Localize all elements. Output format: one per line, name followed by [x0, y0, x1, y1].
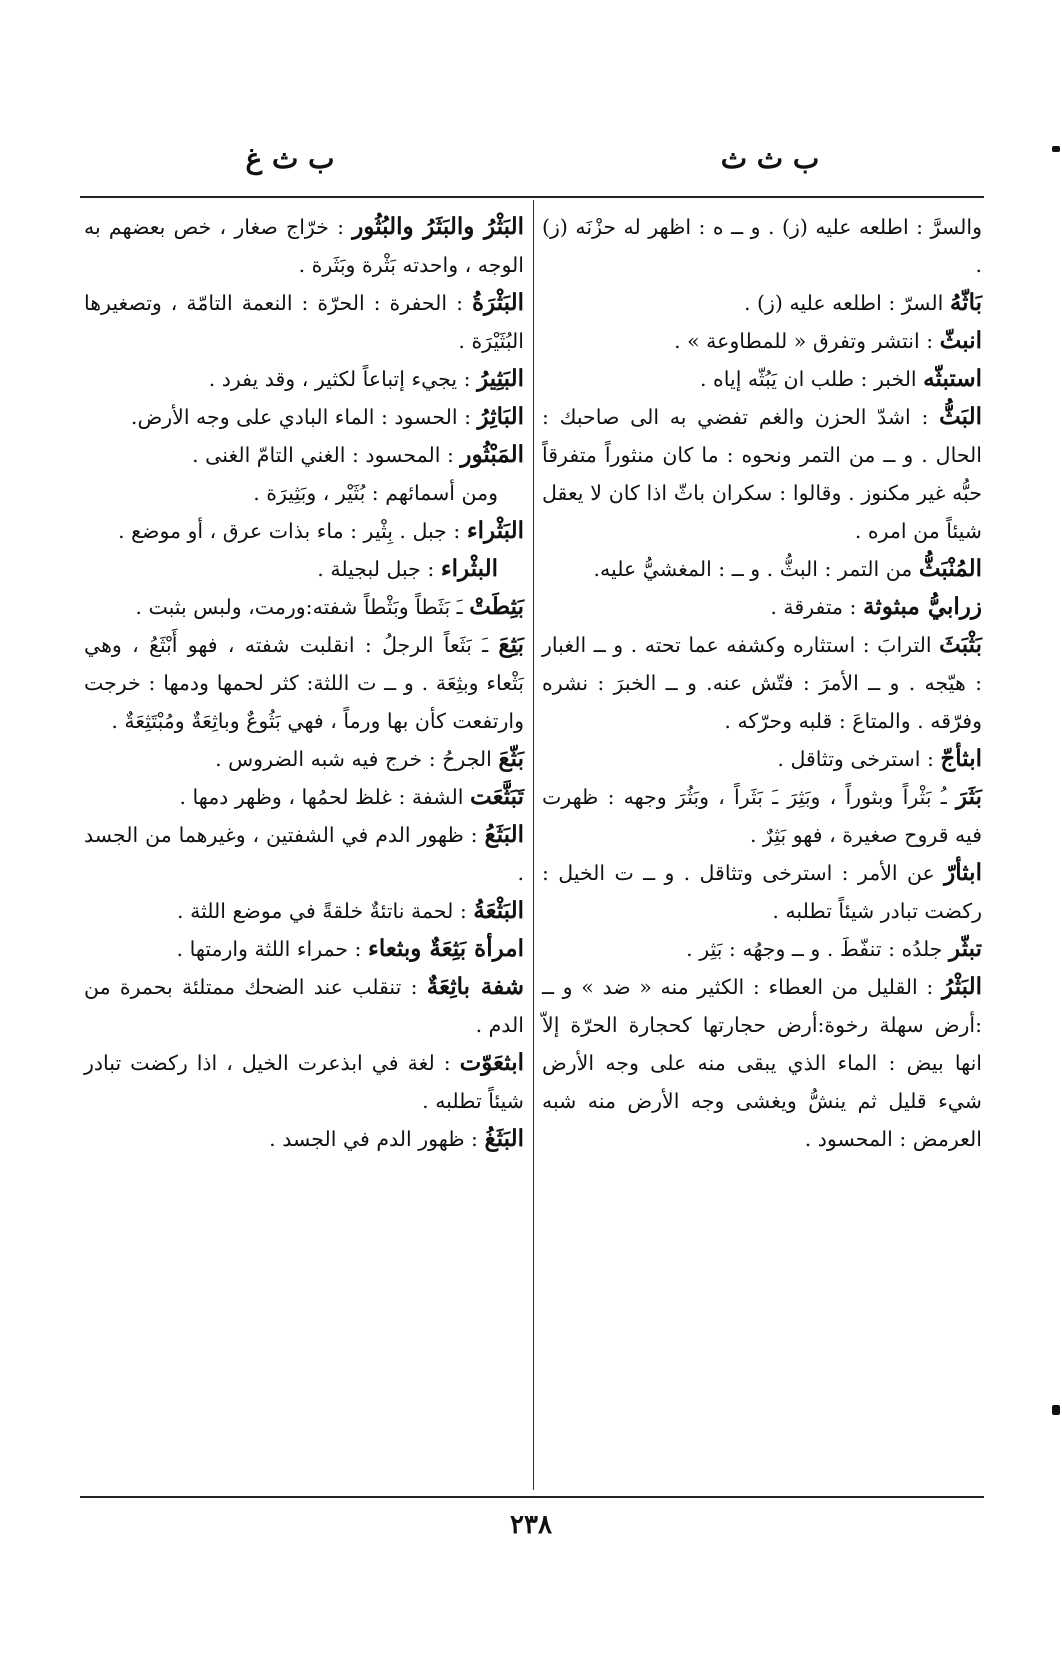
entry-definition: : القليل من العطاء : الكثير منه « ضد » و ــ :أرض سهلة رخوة:أرض حجارتها كحجارة الحرّة إلاّ انها بيض : الماء الذي يبقى منه على وجه الأرض شيء قليل ثم ينشُّ ويغشى وجه الأرض منه شبه العرمض : المحسود .	[542, 975, 982, 1151]
dictionary-entry	[84, 550, 524, 588]
dictionary-entry	[84, 436, 524, 474]
dictionary-entry	[84, 512, 524, 550]
entry-definition: الترابَ : استثاره وكشفه عما تحته . و ــ الغبار : هيّجه . و ــ الأمرَ : فتّش عنه. و ــ الخبرَ : نشره وفرّقه . والمتاعَ : قلبه وحرّكه .	[542, 633, 982, 733]
scan-edge-mark	[1052, 146, 1060, 152]
entry-definition: من التمر : البثُّ . و ــ : المغشيُّ عليه.	[593, 557, 913, 581]
entry-definition: : جبل لبجيلة .	[317, 557, 435, 581]
entry-headword: البَثْرَةُ	[471, 289, 524, 316]
entry-headword: البَثَعُ	[484, 821, 524, 848]
entry-headword: البَثْرُ	[942, 973, 982, 1000]
dictionary-entry	[84, 1044, 524, 1120]
entry-headword: استبثّه	[923, 365, 982, 392]
dictionary-entry	[542, 588, 982, 626]
entry-definition: : متفرقة .	[770, 595, 857, 619]
left-column-title: ب ث غ	[245, 142, 335, 175]
dictionary-entry	[542, 778, 982, 854]
entry-definition: : انتشر وتفرق « للمطاوعة » .	[674, 329, 934, 353]
entry-definition: : يجيء إتباعاً لكثير ، وقد يفرد .	[208, 367, 471, 391]
dictionary-entry	[542, 854, 982, 930]
entry-definition: ـَ بَثَطاً وبَثْطاً شفته:ورمت، ولبس بثبت .	[135, 595, 463, 619]
dictionary-entry	[542, 550, 982, 588]
entry-headword: بَاثّهُ	[949, 289, 982, 316]
entry-definition: والسرَّ : اطلعه عليه (ز) . و ــ ه : اظهر له حزْنَه (ز) .	[542, 215, 982, 277]
entry-headword: بَثّعَ	[498, 745, 524, 772]
entry-definition: : المحسود : الغني التامّ الغنى .	[192, 443, 454, 467]
dictionary-entry	[542, 360, 982, 398]
entry-headword: بَثْبَثَ	[939, 631, 982, 658]
dictionary-entry	[542, 208, 982, 284]
entry-definition: : اشدّ الحزن والغم تفضي به الى صاحبك : الحال . و ــ من التمر ونحوه : ما كان منثوراً متفرقاً حبُّه غير مكنوز . وقالوا : سكران باثّ اذا كان لا يعقل شيئاً من امره .	[542, 405, 982, 543]
entry-definition: : حمراء اللثة وارمتها .	[176, 937, 362, 961]
entry-headword: ابثأجّ	[940, 745, 982, 772]
entry-definition: : الحسود : الماء البادي على وجه الأرض.	[130, 405, 472, 429]
entry-headword: البَثْراء	[466, 517, 524, 544]
dictionary-entry	[542, 968, 982, 1158]
dictionary-entry	[542, 930, 982, 968]
column-divider	[533, 200, 534, 1490]
left-column	[84, 208, 524, 1158]
page-header	[80, 142, 980, 192]
entry-definition: ـُ بَثْراً وبثوراً ، وبَثِرَ ـَ بَثَراً ، وبَثُرَ وجهه : ظهرت فيه قروح صغيرة ، فهو بَثِرٌ .	[542, 785, 982, 847]
dictionary-entry	[84, 360, 524, 398]
entry-headword: تَبَثَّعَت	[470, 783, 524, 810]
entry-definition: الخبر : طلب ان يَبُثّه إياه .	[700, 367, 917, 391]
entry-definition: السرّ : اطلعه عليه (ز) .	[743, 291, 944, 315]
entry-definition: : تنقلب عند الضحك ممتلئة بحمرة من الدم .	[84, 975, 524, 1037]
entry-definition: الشفة : غلظ لحمُها ، وظهر دمها .	[179, 785, 464, 809]
dictionary-entry	[84, 930, 524, 968]
entry-definition: : خرّاج صغار ، خص بعضهم به الوجه ، واحدته بَثْرة وبَثَرة .	[84, 215, 524, 277]
dictionary-entry	[84, 398, 524, 436]
header-rule	[80, 196, 984, 198]
right-column	[542, 208, 982, 1158]
entry-definition: جلدُه : تنفّطَ . و ــ وجهُه : بَثِر .	[686, 937, 943, 961]
entry-headword: البَثْعَةُ	[473, 897, 524, 924]
entry-headword: شفة باثِعَةٌ	[426, 973, 524, 1000]
entry-definition: : ظهور الدم في الجسد .	[269, 1127, 478, 1151]
entry-headword: البَثَغُ	[484, 1125, 524, 1152]
dictionary-entry	[84, 740, 524, 778]
dictionary-entry	[84, 1120, 524, 1158]
entry-definition: عن الأمر : استرخى وتثاقل . و ــ ت الخيل : ركضت تبادر شيئاً تطلبه .	[542, 861, 982, 923]
scan-edge-mark	[1052, 1405, 1060, 1415]
dictionary-entry	[84, 892, 524, 930]
entry-headword: ابثأرّ	[944, 859, 982, 886]
right-column-title: ب ث ث	[720, 142, 820, 175]
entry-headword: زرابيُّ مبثوثة	[863, 593, 982, 620]
dictionary-entry	[84, 816, 524, 892]
entry-definition: ـَ بَثَعاً الرجلُ : انقلبت شفته ، فهو أَبْثَعُ ، وهي بَثْعاء وبثِعَة . و ــ ت اللثة: كثر لحمها ودمها : خرجت وارتفعت كأن بها ورماً ، فهي بَثُوعٌ وباثِعَةٌ ومُبْتَثِعَةٌ .	[84, 633, 524, 733]
dictionary-entry	[84, 968, 524, 1044]
entry-headword: بَثِعَ	[498, 631, 524, 658]
dictionary-entry	[542, 740, 982, 778]
footer-rule	[80, 1496, 984, 1498]
entry-headword: امرأة بَثِعَةٌ وبثعاء	[368, 935, 524, 962]
entry-headword: البَثِيرُ	[477, 365, 524, 392]
entry-definition: : لغة في ابذعرت الخيل ، اذا ركضت تبادر شيئاً تطلبه .	[84, 1051, 524, 1113]
entry-definition: : الحفرة : الحرّة : النعمة التامّة ، وتصغيرها البُثَيْرَة .	[84, 291, 524, 353]
entry-definition: : ظهور الدم في الشفتين ، وغيرهما من الجسد .	[84, 823, 524, 885]
entry-headword: المَبْثُور	[460, 441, 524, 468]
dictionary-entry	[84, 778, 524, 816]
dictionary-entry	[542, 398, 982, 550]
entry-headword: بَثِطَتْ	[469, 593, 524, 620]
dictionary-entry	[542, 284, 982, 322]
entry-definition: الجرحُ : خرج فيه شبه الضروس .	[215, 747, 492, 771]
entry-definition: ومن أسمائهم : بُثَيْر ، وبَثِيرَة .	[253, 481, 498, 505]
entry-headword: البثْراء	[440, 555, 498, 582]
dictionary-entry	[84, 474, 524, 512]
dictionary-entry	[84, 208, 524, 284]
entry-headword: المُنْبَثُّ	[918, 555, 982, 582]
entry-headword: البَثُّ	[939, 403, 982, 430]
entry-definition: : جبل . بِثْير : ماء بذات عرق ، أو موضع .	[118, 519, 461, 543]
page-number: ٢٣٨	[510, 1510, 552, 1540]
entry-headword: البَثْرُ والبَثَرُ والبُثُور	[352, 213, 524, 240]
dictionary-entry	[542, 322, 982, 360]
dictionary-entry	[84, 626, 524, 740]
dictionary-entry	[542, 626, 982, 740]
entry-headword: تبثّر	[949, 935, 982, 962]
entry-definition: : استرخى وتثاقل .	[777, 747, 934, 771]
dictionary-entry	[84, 284, 524, 360]
entry-headword: البَاثِرُ	[477, 403, 524, 430]
entry-definition: : لحمة ناتئةٌ خلقةً في موضع اللثة .	[177, 899, 467, 923]
entry-headword: ابثعَوّت	[459, 1049, 524, 1076]
dictionary-entry	[84, 588, 524, 626]
entry-headword: بَثَرَ	[955, 783, 982, 810]
entry-headword: انبثّ	[939, 327, 982, 354]
